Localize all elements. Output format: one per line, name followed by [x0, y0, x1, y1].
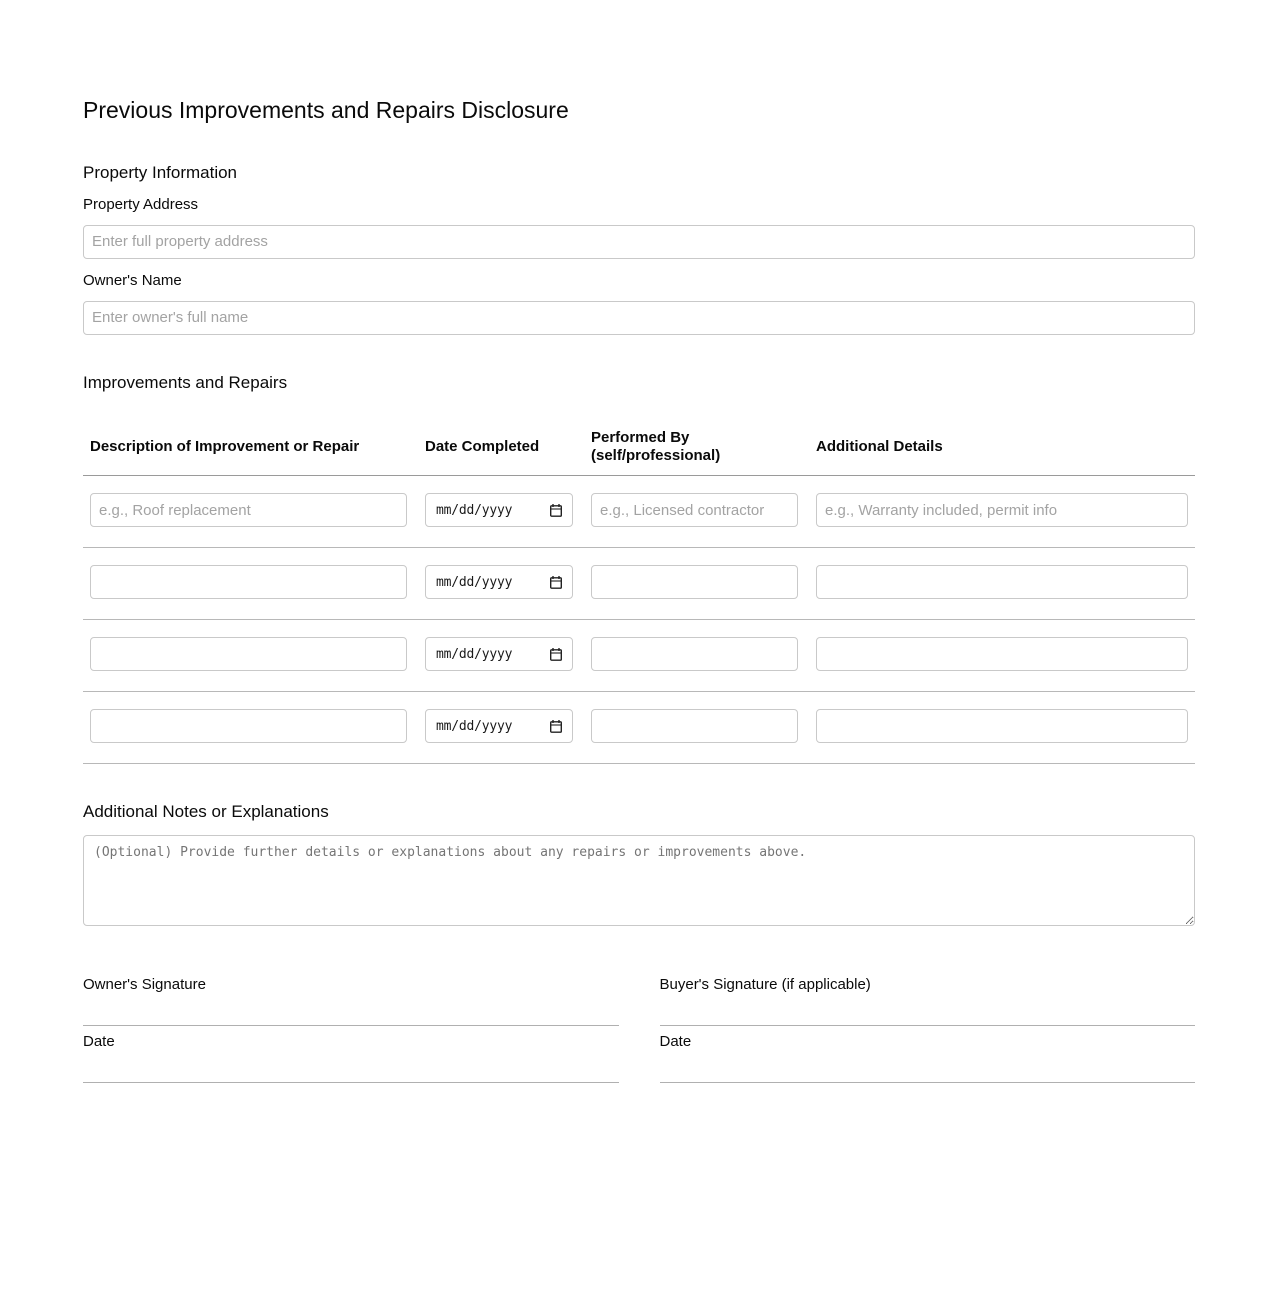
calendar-icon[interactable]	[549, 719, 563, 734]
signature-section	[83, 976, 1195, 1083]
description-input[interactable]	[90, 493, 407, 527]
owner-name-input[interactable]	[83, 301, 1195, 335]
description-input[interactable]	[90, 709, 407, 743]
table-row	[83, 620, 1195, 692]
date-completed-input[interactable]	[425, 637, 573, 671]
table-header-row	[83, 421, 1195, 476]
property-address-label: Property Address	[83, 196, 199, 214]
buyer-signature-line[interactable]	[660, 995, 1196, 1026]
additional-details-input[interactable]	[816, 637, 1188, 671]
buyer-date-label: Date	[659, 1033, 692, 1051]
date-completed-input[interactable]	[425, 565, 573, 599]
buyer-signature-label: Buyer's Signature (if applicable)	[659, 976, 871, 994]
owner-name-label: Owner's Name	[83, 271, 182, 289]
table-row	[83, 548, 1195, 620]
performed-by-input[interactable]	[591, 493, 798, 527]
description-input[interactable]	[90, 637, 407, 671]
notes-heading: Additional Notes or Explanations	[83, 802, 329, 822]
column-header-description: Description of Improvement or Repair	[90, 438, 360, 456]
owner-signature-label: Owner's Signature	[83, 976, 206, 994]
date-value: mm/dd/yyyy	[436, 646, 513, 662]
table-row	[83, 476, 1195, 548]
date-value: mm/dd/yyyy	[436, 502, 513, 518]
calendar-icon[interactable]	[549, 647, 563, 662]
property-address-input[interactable]	[83, 225, 1195, 259]
improvements-heading: Improvements and Repairs	[83, 372, 288, 392]
owner-date-line[interactable]	[83, 1052, 619, 1083]
owner-signature-block	[83, 976, 619, 1083]
performed-by-input[interactable]	[591, 709, 798, 743]
description-input[interactable]	[90, 565, 407, 599]
property-information-heading: Property Information	[83, 162, 238, 182]
additional-details-input[interactable]	[816, 565, 1188, 599]
column-header-performed-by: Performed By (self/professional)	[591, 429, 721, 465]
performed-by-input[interactable]	[591, 637, 798, 671]
owner-date-label: Date	[83, 1033, 115, 1051]
calendar-icon[interactable]	[549, 503, 563, 518]
additional-details-input[interactable]	[816, 709, 1188, 743]
performed-by-input[interactable]	[591, 565, 798, 599]
additional-details-input[interactable]	[816, 493, 1188, 527]
owner-signature-line[interactable]	[83, 995, 619, 1026]
calendar-icon[interactable]	[549, 575, 563, 590]
date-value: mm/dd/yyyy	[436, 718, 513, 734]
column-header-date: Date Completed	[425, 438, 540, 456]
notes-textarea[interactable]	[83, 835, 1195, 926]
column-header-details: Additional Details	[816, 438, 943, 456]
buyer-date-line[interactable]	[660, 1052, 1196, 1083]
table-row	[83, 692, 1195, 764]
date-completed-input[interactable]	[425, 709, 573, 743]
buyer-signature-block	[660, 976, 1196, 1083]
improvements-table	[83, 421, 1195, 764]
date-completed-input[interactable]	[425, 493, 573, 527]
page-title: Previous Improvements and Repairs Disclosure	[83, 97, 569, 123]
date-value: mm/dd/yyyy	[436, 574, 513, 590]
